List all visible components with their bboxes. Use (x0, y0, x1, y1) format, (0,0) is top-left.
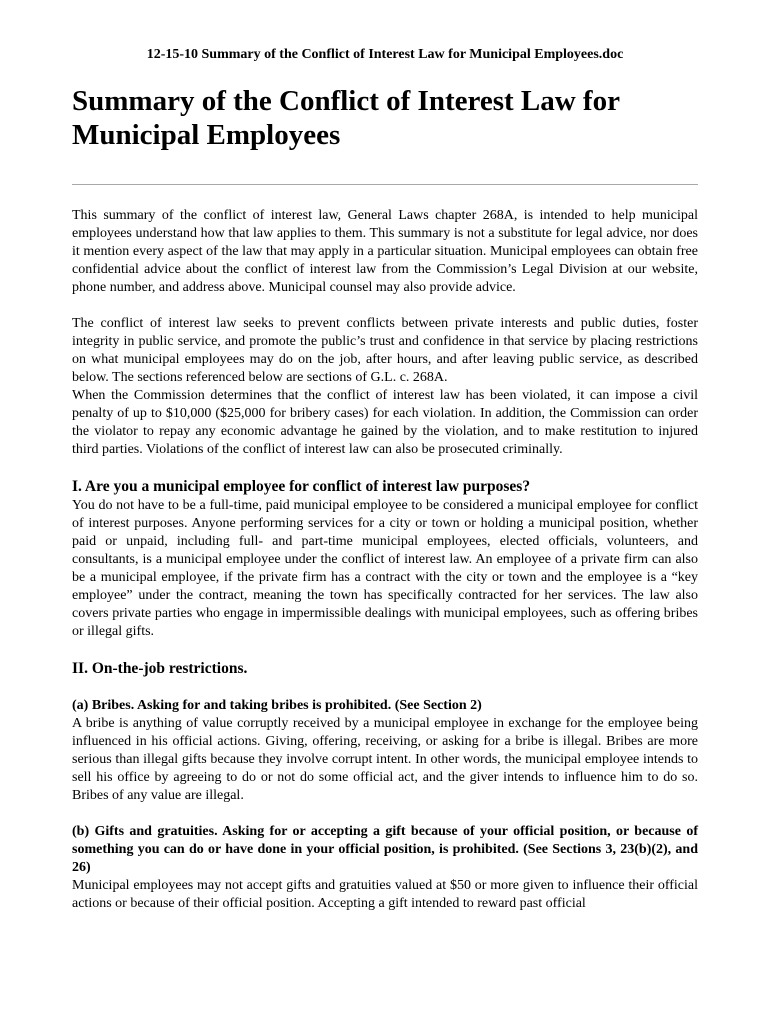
intro-paragraph-2: The conflict of interest law seeks to prevent conflicts between private interests and public duties, foster integrity in public service, and promote the public’s trust and confidence in that service by placing restrictions on what municipal employees may do on the job, after hours, and after leaving public service, as described below. The sections referenced below are sections of G.L. c. 268A. (72, 316, 698, 385)
section-1-heading: I. Are you a municipal employee for conflict of interest law purposes? (72, 478, 531, 495)
intro-paragraph-1: This summary of the conflict of interest law, General Laws chapter 268A, is intended to help municipal employees understand how that law applies to them. This summary is not a substitute for legal advice, nor does it mention every aspect of the law that may apply in a particular situation. Municipal employees can obtain free confidential advice about the conflict of interest law from the Commission’s Legal Division at our website, phone number, and address above. Municipal counsel may also provide advice. (72, 208, 698, 295)
document-filename-header: 12-15-10 Summary of the Conflict of Interest Law for Municipal Employees.doc (146, 47, 624, 62)
subsection-a-text: A bribe is anything of value corruptly received by a municipal employee in exchange for the employee being influenced in his official actions. Giving, offering, receiving, or asking for a bribe is illegal. Bribes are more serious than illegal gifts because they involve corrupt intent. In other words, the municipal employee intends to sell his office by agreeing to do or not do some official act, and the giver intends to influence him to do so. Bribes of any value are illegal. (72, 716, 698, 803)
document-body (72, 207, 698, 913)
horizontal-rule (72, 184, 698, 185)
subsection-b-heading: (b) Gifts and gratuities. Asking for or accepting a gift because of your official position, or because of something you can do or have done in your official position, is prohibited. (See Sections 3, 23(b)(2), and 26) (72, 824, 698, 875)
intro-paragraph-3: When the Commission determines that the conflict of interest law has been violated, it can impose a civil penalty of up to $10,000 ($25,000 for bribery cases) for each violation. In addition, the Commission can order the violator to repay any economic advantage he gained by the violation, and to make restitution to injured third parties. Violations of the conflict of interest law can also be prosecuted criminally. (72, 388, 698, 457)
subsection-a-heading: (a) Bribes. Asking for and taking bribes is prohibited. (See Section 2) (72, 698, 482, 713)
section-1-text: You do not have to be a full-time, paid municipal employee to be considered a municipal employee for conflict of interest purposes. Anyone performing services for a city or town or holding a municipal position, whether paid or unpaid, including full- and part-time municipal employees, elected officials, volunteers, and consultants, is a municipal employee under the conflict of interest law. An employee of a private firm can also be a municipal employee, if the private firm has a contract with the city or town and the employee is a “key employee” under the contract, meaning the town has specifically contracted for her services. The law also covers private parties who engage in impermissible dealings with municipal employees, such as offering bribes or illegal gifts. (72, 498, 698, 639)
section-2-heading: II. On-the-job restrictions. (72, 660, 248, 677)
page-title: Summary of the Conflict of Interest Law for Municipal Employees (72, 85, 620, 151)
subsection-b-text: Municipal employees may not accept gifts and gratuities valued at $50 or more given to influence their official actions or because of their official position. Accepting a gift intended to reward past official (72, 878, 698, 911)
